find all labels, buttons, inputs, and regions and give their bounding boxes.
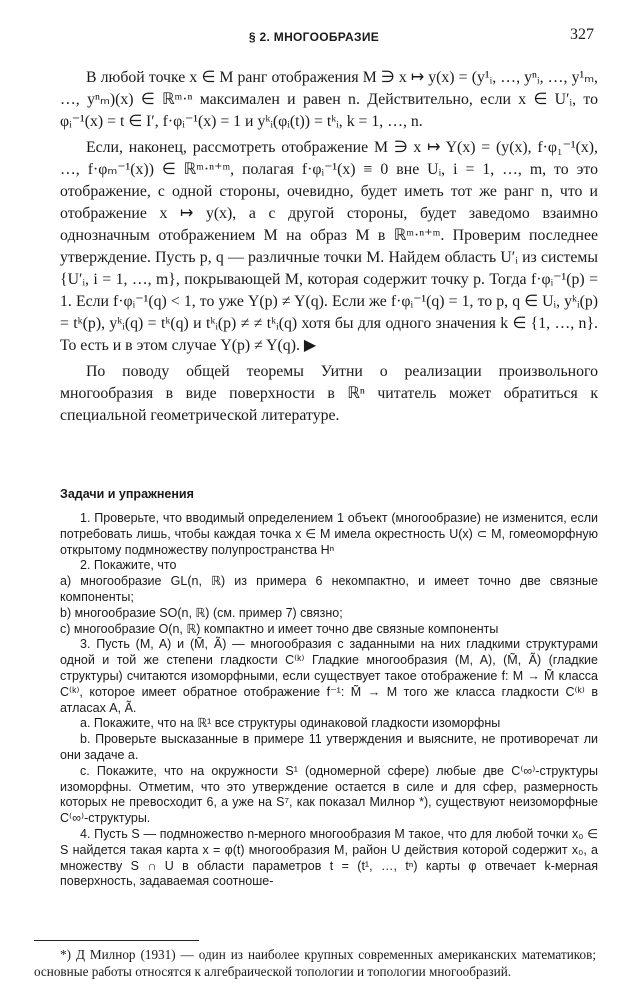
- exercise-subitem: a) многообразие GL(n, ℝ) из примера 6 некомпактно, и имеет точно две связные компоненты;: [60, 574, 598, 604]
- exercise-subitem: b) многообразие SO(n, ℝ) (см. пример 7) связно;: [60, 605, 343, 620]
- page-number: 327: [570, 26, 594, 43]
- paragraph-rank: В любой точке x ∈ M ранг отображения M ∋ x ↦ y(x) = (y¹ᵢ, …, yⁿᵢ, …, y¹ₘ, …, yⁿₘ)(x) ∈ ℝᵐ·ⁿ максимален и равен n. Действительно, если x ∈ U′ᵢ, то φᵢ⁻¹(x) = t ∈ I′, f·φᵢ⁻¹(x) = 1 и yᵏᵢ(φᵢ(t)) = tᵏᵢ, k = 1, …, n.: [60, 69, 598, 130]
- exercise-item: 4. Пусть S — подмножество n-мерного многообразия M такое, что для любой точки x₀ ∈ S найдется такая карта x = φ(t) многообразия M, район U действия которой содержит x₀, а множеству S ∩ U в области параметров t = (t¹, …, tⁿ) карты φ отвечает k-мерная поверхность, задаваемая соотноше-: [60, 826, 598, 889]
- exercise-subitem: c. Покажите, что на окружности S¹ (одномерной сфере) любые две C⁽∞⁾-структуры изоморфны. Отметим, что это утверждение остается в силе и для сфер, размерность которых не превосходит 6, а уже на S⁷, как показал Милнор *), существуют неизоморфные C⁽∞⁾-структуры.: [60, 763, 598, 826]
- exercise-item: 2. Покажите, что: [80, 558, 177, 573]
- main-text: [60, 62, 598, 431]
- exercise-subitem: c) многообразие O(n, ℝ) компактно и имеет точно две связные компоненты: [60, 621, 499, 636]
- section-header: § 2. МНОГООБРАЗИЕ: [248, 30, 380, 44]
- exercise-item: 3. Пусть (M, A) и (M̃, Ã) — многообразия с заданными на них гладкими структурами одной и той же степени гладкости C⁽ᵏ⁾ Гладкие многообразия (M, A), (M̃, Ã) (гладкие структуры) считаются изоморфными, если существует такое отображение f: M → M̃ класса C⁽ᵏ⁾, которое имеет обратное отображение f⁻¹: M̃ → M того же класса гладкости C⁽ᵏ⁾ в атласах A, Ã.: [60, 637, 598, 715]
- exercises-heading: Задачи и упражнения: [60, 487, 194, 501]
- exercise-item: 1. Проверьте, что вводимый определением 1 объект (многообразие) не изменится, если потребовать лишь, чтобы каждая точка x ∈ M имела окрестность U(x) ⊂ M, гомеоморфную открытому подмножеству полупространства Hⁿ: [60, 511, 598, 557]
- exercise-subitem: b. Проверьте высказанные в примере 11 утверждения и выясните, не противоречат ли они задаче a.: [60, 732, 598, 762]
- paragraph-whitney: По поводу общей теоремы Уитни о реализации произвольного многообразия в виде поверхности в ℝⁿ читатель может обратиться к специальной геометрической литературе.: [60, 363, 598, 424]
- footnote-rule: [34, 940, 199, 941]
- paragraph-embedding: Если, наконец, рассмотреть отображение M ∋ x ↦ Y(x) = (y(x), f·φ₁⁻¹(x), …, f·φₘ⁻¹(x)) ∈ ℝᵐ·ⁿ⁺ᵐ, полагая f·φᵢ⁻¹(x) ≡ 0 вне Uᵢ, i = 1, …, m, то это отображение, с одной стороны, очевидно, будет иметь тот же ранг n, что и отображение x ↦ y(x), а с другой стороны, будет заведомо взаимно однозначным отображением M на образ M в ℝᵐ·ⁿ⁺ᵐ. Проверим последнее утверждение. Пусть p, q — различные точки M. Найдем область U′ᵢ из системы {U′ᵢ, i = 1, …, m}, покрывающей M, которая содержит точку p. Тогда f·φᵢ⁻¹(p) = 1. Если f·φᵢ⁻¹(q) < 1, то уже Y(p) ≠ Y(q). Если же f·φᵢ⁻¹(q) = 1, то p, q ∈ Uᵢ, yᵏᵢ(p) = tᵏ(p), yᵏᵢ(q) = tᵏ(q) и tᵏᵢ(p) ≠ ≠ tᵏᵢ(q) хотя бы для одного значения k ∈ {1, …, n}. То есть и в этом случае Y(p) ≠ Y(q). ▶: [60, 139, 598, 354]
- footnote: *) Д Милнор (1931) — один из наиболее крупных современных американских математиков; основные работы относятся к алгебраической топологии и топологии многообразий.: [34, 947, 596, 979]
- exercises-list: [60, 511, 598, 890]
- exercise-subitem: a. Покажите, что на ℝ¹ все структуры одинаковой гладкости изоморфны: [80, 716, 501, 731]
